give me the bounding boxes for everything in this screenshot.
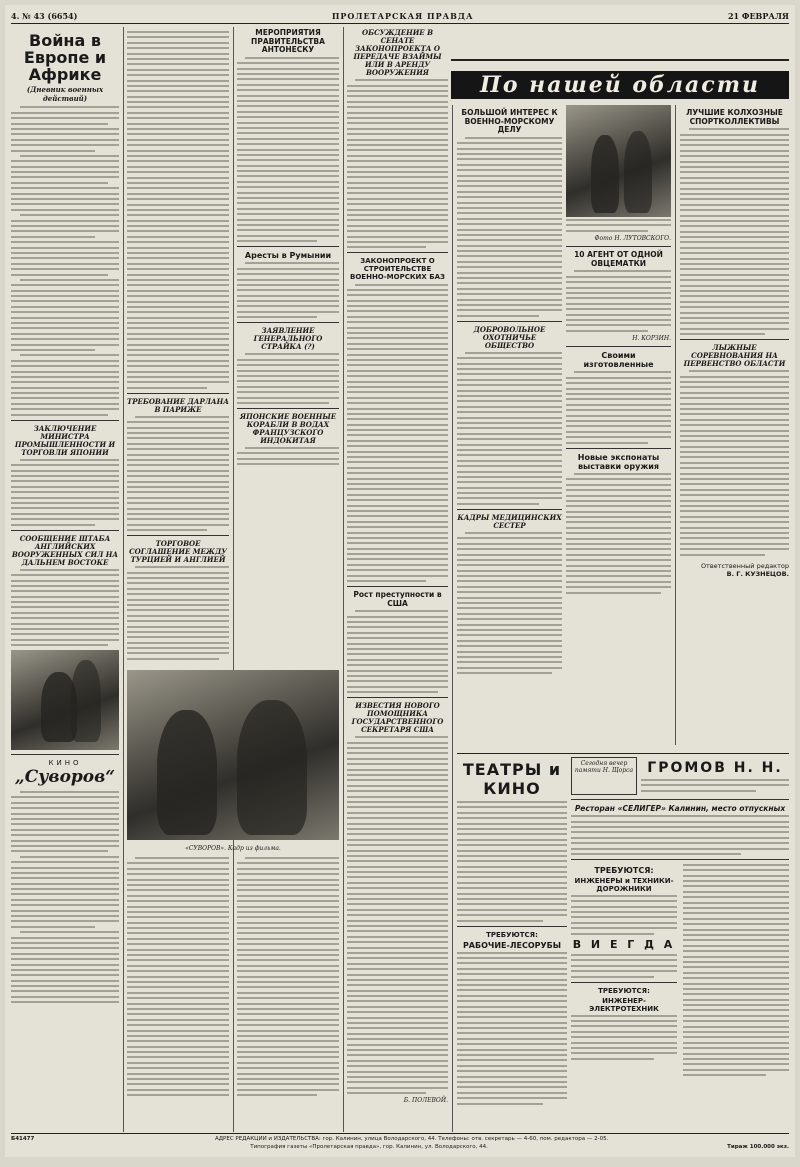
war-subhead: (Дневник военных действий): [26, 85, 104, 104]
ads-right: [571, 757, 789, 1107]
editor-label: Ответственный редактор: [700, 561, 789, 570]
section-heading: Рост преступности в США: [353, 590, 442, 608]
regional-photo: [566, 105, 671, 217]
restaurant-heading: Ресторан «СЕЛИГЕР» Калинин, место отпускных: [574, 804, 786, 814]
viegda-heading: В И Е Г Д А: [572, 938, 676, 952]
article-body: [11, 106, 119, 415]
section-heading: КАДРЫ МЕДИЦИНСКИХ СЕСТЕР: [457, 512, 562, 530]
section-heading: ЛЫЖНЫЕ СОРЕВНОВАНИЯ НА ПЕРВЕНСТВО ОБЛАСТИ: [683, 343, 786, 369]
section-heading: ЗАЯВЛЕНИЕ ГЕНЕРАЛЬНОГО СТРАЙКА (?): [253, 326, 323, 352]
issue-date: 21 ФЕВРАЛЯ: [727, 11, 789, 21]
footer-address: АДРЕС РЕДАКЦИИ и ИЗДАТЕЛЬСТВА: гор. Калинин, улица Володарского, 44. Телефоны: отв. секретарь — 4-60, пом. редактора — 2-05.: [214, 1136, 609, 1142]
film-still-photo-left: [11, 650, 119, 750]
section-heading: Аресты в Румынии: [244, 251, 332, 261]
section-heading: ЛУЧШИЕ КОЛХОЗНЫЕ СПОРТКОЛЛЕКТИВЫ: [686, 108, 783, 126]
section-heading: ОБСУЖДЕНИЕ В СЕНАТЕ ЗАКОНОПРОЕКТА О ПЕРЕДАЧЕ ВЗАЙМЫ ИЛИ В АРЕНДУ ВООРУЖЕНИЯ: [353, 28, 442, 78]
column-4a: [457, 105, 562, 745]
section-heading: ЗАКЛЮЧЕНИЕ МИНИСТРА ПРОМЫШЛЕННОСТИ И ТОРГОВЛИ ЯПОНИИ: [14, 423, 116, 457]
newspaper-page: [5, 5, 795, 1157]
ad-heading: ТРЕБУЮТСЯ:: [598, 986, 650, 995]
war-headline: Война в Европе и Африке: [23, 31, 107, 84]
gromov-heading: ГРОМОВ Н. Н.: [647, 760, 783, 776]
issue-number: 4. № 43 (6654): [11, 11, 78, 21]
ad-heading: ТРЕБУЮТСЯ:: [486, 930, 538, 939]
film-title: „Суворов“: [14, 767, 116, 788]
ad-heading: РАБОЧИЕ-ЛЕСОРУБЫ: [462, 940, 562, 950]
footer: [11, 1133, 789, 1150]
paper-name: ПРОЛЕТАРСКАЯ ПРАВДА: [331, 11, 474, 21]
column-1: [11, 27, 119, 1129]
section-heading: Новые экспонаты выставки оружия: [577, 452, 660, 471]
editor-name: В. Г. КУЗНЕЦОВ.: [726, 569, 789, 578]
ad-heading: ИНЖЕНЕР-ЭЛЕКТРОТЕХНИК: [589, 996, 659, 1013]
section-heading: МЕРОПРИЯТИЯ ПРАВИТЕЛЬСТВА АНТОНЕСКУ: [251, 28, 325, 55]
column-3: [347, 27, 448, 1129]
theatre-heading: ТЕАТРЫ и КИНО: [462, 760, 562, 798]
suvorov-caption: «СУВОРОВ». Кадр из фильма.: [185, 845, 281, 852]
photo-credit: Фото Н. ЛУТОВСКОГО.: [594, 235, 671, 243]
footer-circulation: Тираж 100.000 экз.: [727, 1144, 789, 1150]
regional-banner: По нашей области: [451, 71, 789, 99]
ads-rule: [457, 753, 789, 754]
column-2b: [237, 27, 339, 467]
column-divider: [452, 105, 453, 1132]
section-heading: 10 АГЕНТ ОТ ОДНОЙ ОВЦЕМАТКИ: [574, 250, 663, 268]
section-heading: ЯПОНСКИЕ ВОЕННЫЕ КОРАБЛИ В ВОДАХ ФРАНЦУЗСКОГО ИНДОКИТАЯ: [239, 411, 337, 446]
evening-notice: Сегодня вечер памяти Н. Щорса: [574, 760, 634, 774]
byline: Н. КОРЗИН.: [632, 335, 671, 343]
column-divider: [343, 27, 344, 1132]
column-divider: [675, 105, 676, 745]
ad-heading: ТРЕБУЮТСЯ:: [594, 865, 654, 875]
section-heading: ЗАКОНОПРОЕКТ О СТРОИТЕЛЬСТВЕ ВОЕННО-МОРСКИХ БАЗ: [350, 257, 445, 282]
suvorov-film-still: [127, 670, 339, 840]
section-heading: ДОБРОВОЛЬНОЕ ОХОТНИЧЬЕ ОБЩЕСТВО: [473, 324, 546, 350]
column-divider: [123, 27, 124, 1132]
masthead: [11, 9, 789, 24]
section-heading: ТОРГОВОЕ СОГЛАШЕНИЕ МЕЖДУ ТУРЦИЕЙ И АНГЛИЕЙ: [129, 539, 227, 565]
ad-heading: ИНЖЕНЕРЫ и ТЕХНИКИ-ДОРОЖНИКИ: [574, 876, 674, 893]
column-2: [127, 27, 229, 667]
byline: Б. ПОЛЕВОЙ.: [403, 1097, 448, 1105]
ads-left: [457, 757, 567, 1127]
column-4b: [566, 105, 671, 745]
column-5: [680, 105, 789, 745]
kino-label: КИНО: [48, 759, 82, 768]
suvorov-review-body: [127, 857, 339, 1129]
section-heading: ТРЕБОВАНИЕ ДАРЛАНА В ПАРИЖЕ: [127, 396, 229, 414]
section-heading: ИЗВЕСТИЯ НОВОГО ПОМОЩНИКА ГОСУДАРСТВЕННОГО СЕКРЕТАРЯ США: [351, 701, 444, 735]
section-heading: СООБЩЕНИЕ ШТАБА АНГЛИЙСКИХ ВООРУЖЕННЫХ СИЛ НА ДАЛЬНЕМ ВОСТОКЕ: [11, 533, 119, 567]
footer-printer: Типография газеты «Пролетарская правда», гор. Калинин, ул. Володарского, 44.: [250, 1144, 488, 1150]
footer-code: Б41477: [11, 1136, 35, 1142]
banner-rule: [451, 59, 789, 61]
section-heading: БОЛЬШОЙ ИНТЕРЕС К ВОЕННО-МОРСКОМУ ДЕЛУ: [461, 108, 558, 135]
section-heading: Своими изготовленные: [583, 351, 654, 370]
